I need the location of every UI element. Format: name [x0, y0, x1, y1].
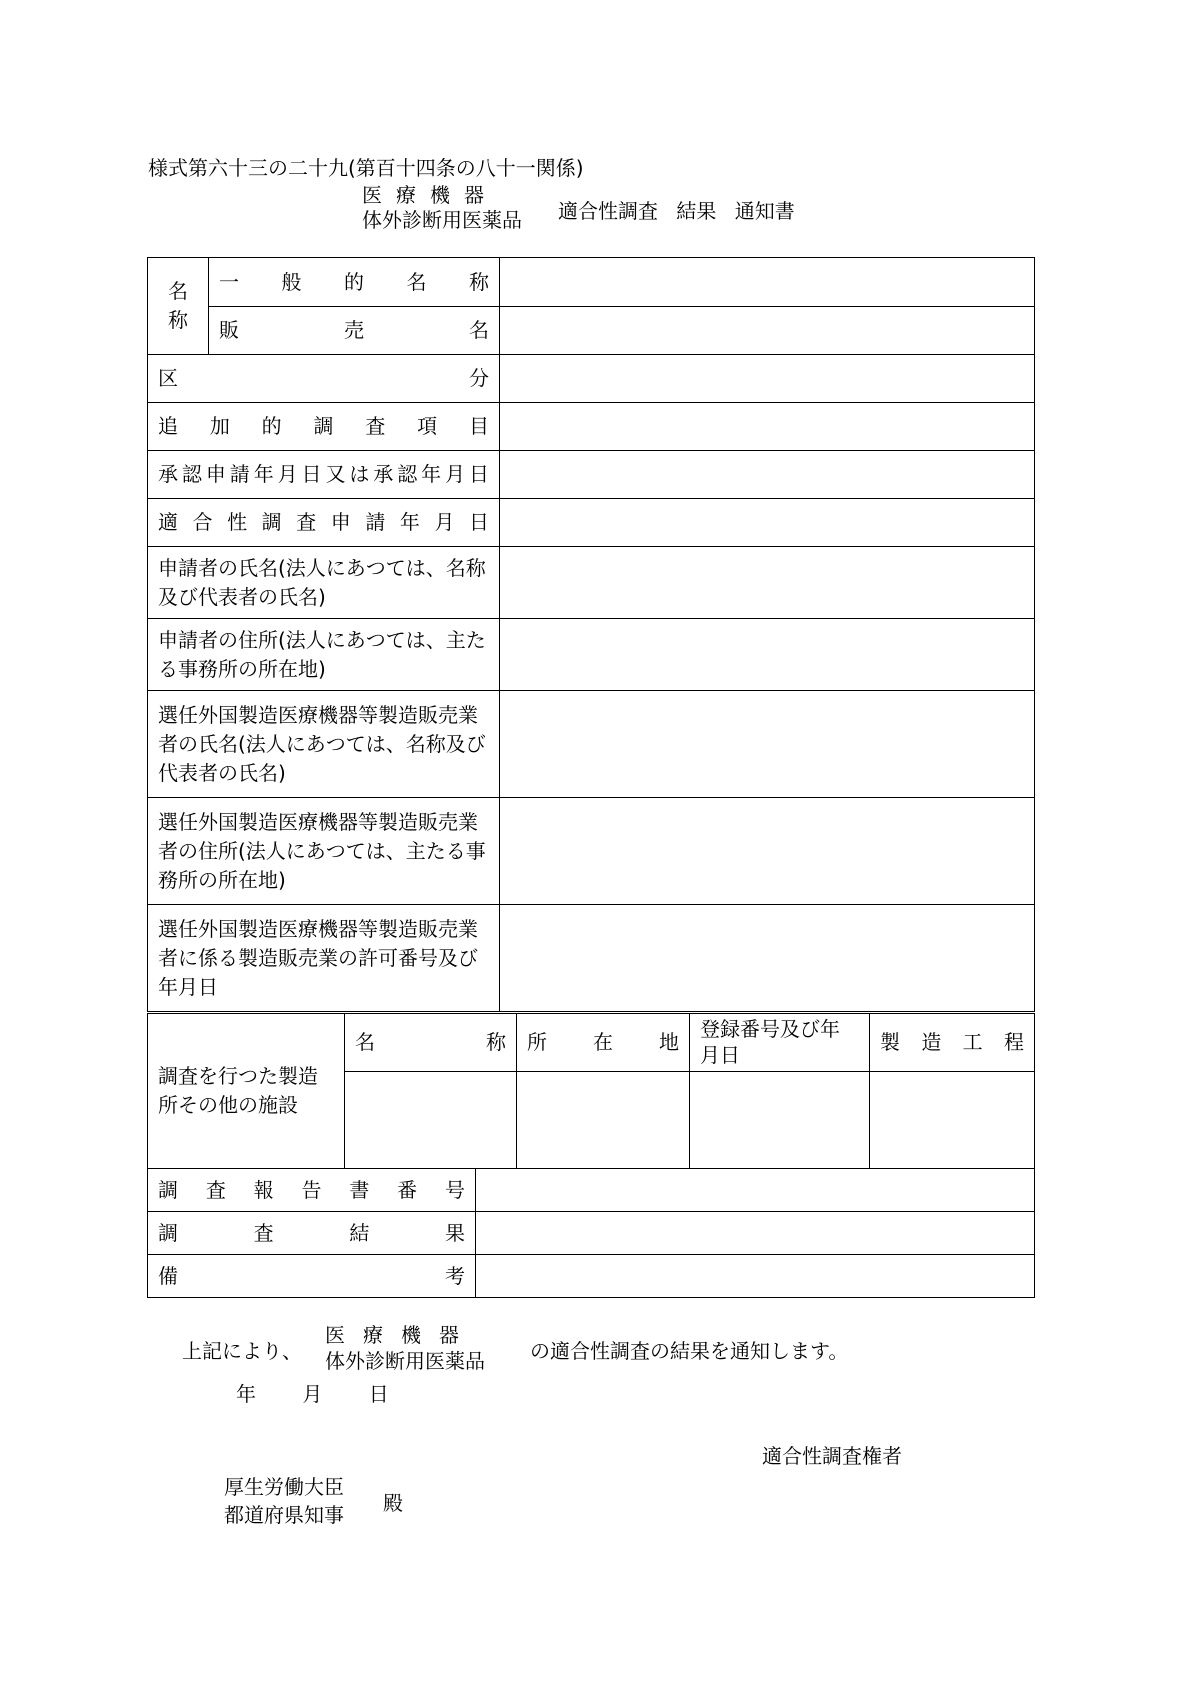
applicant-name-label: 申請者の氏名(法人にあつては、名称及び代表者の氏名) [148, 547, 500, 619]
facility-col-registration: 登録番号及び年月日 [690, 1014, 870, 1072]
title-rest: 適合性調査 結果 通知書 [558, 199, 795, 223]
facility-name-value[interactable] [345, 1072, 517, 1169]
foreign-name-value[interactable] [500, 691, 1035, 798]
closing-pre: 上記により、 [182, 1339, 302, 1363]
report-table [147, 1168, 1035, 1298]
sales-name-label: 販売名 [209, 307, 500, 355]
approval-date-value[interactable] [500, 451, 1035, 499]
facility-col-name: 名称 [345, 1014, 517, 1072]
sales-name-value[interactable] [500, 307, 1035, 355]
applicant-name-value[interactable] [500, 547, 1035, 619]
application-date-value[interactable] [500, 499, 1035, 547]
remarks-value[interactable] [476, 1255, 1035, 1298]
addressee-governor: 都道府県知事 [224, 1503, 344, 1527]
facility-location-value[interactable] [517, 1072, 690, 1169]
category-label: 区分 [148, 355, 500, 403]
facility-col-process: 製造工程 [870, 1014, 1035, 1072]
result-label: 調査結果 [148, 1212, 476, 1255]
title-line-medical-device: 医療機器 [362, 183, 498, 207]
foreign-name-label: 選任外国製造医療機器等製造販売業者の氏名(法人にあつては、名称及び代表者の氏名) [148, 691, 500, 798]
closing-line-medical-device: 医療機器 [325, 1323, 477, 1347]
foreign-license-label: 選任外国製造医療機器等製造販売業者に係る製造販売業の許可番号及び年月日 [148, 905, 500, 1012]
remarks-label: 備考 [148, 1255, 476, 1298]
report-number-value[interactable] [476, 1169, 1035, 1212]
facility-process-value[interactable] [870, 1072, 1035, 1169]
general-name-value[interactable] [500, 258, 1035, 307]
authority: 適合性調査権者 [762, 1444, 902, 1468]
addressee-minister: 厚生労働大臣 [224, 1475, 344, 1499]
facility-registration-value[interactable] [690, 1072, 870, 1169]
facility-label: 調査を行つた製造所その他の施設 [148, 1014, 345, 1169]
facility-table [147, 1013, 1035, 1169]
report-number-label: 調査報告書番号 [148, 1169, 476, 1212]
foreign-address-label: 選任外国製造医療機器等製造販売業者の住所(法人にあつては、主たる事務所の所在地) [148, 798, 500, 905]
additional-items-label: 追加的調査項目 [148, 403, 500, 451]
applicant-address-label: 申請者の住所(法人にあつては、主たる事務所の所在地) [148, 619, 500, 691]
closing-stack [325, 1322, 485, 1374]
name-group-label: 名 称 [148, 258, 209, 355]
approval-date-label: 承認申請年月日又は承認年月日 [148, 451, 500, 499]
facility-col-location: 所在地 [517, 1014, 690, 1072]
addressee-honorific: 殿 [383, 1491, 403, 1515]
form-number: 様式第六十三の二十九(第百十四条の八十一関係) [148, 156, 584, 180]
general-name-label: 一般的名称 [209, 258, 500, 307]
application-date-label: 適合性調査申請年月日 [148, 499, 500, 547]
addressee-stack [224, 1473, 344, 1529]
title-stack [362, 183, 522, 233]
additional-items-value[interactable] [500, 403, 1035, 451]
foreign-license-value[interactable] [500, 905, 1035, 1012]
title-line-ivd: 体外診断用医薬品 [362, 208, 522, 232]
main-table [147, 257, 1035, 1012]
closing-post: の適合性調査の結果を通知します。 [530, 1339, 849, 1363]
date-line: 年 月 日 [236, 1382, 389, 1406]
result-value[interactable] [476, 1212, 1035, 1255]
foreign-address-value[interactable] [500, 798, 1035, 905]
category-value[interactable] [500, 355, 1035, 403]
applicant-address-value[interactable] [500, 619, 1035, 691]
closing-line-ivd: 体外診断用医薬品 [325, 1349, 485, 1373]
